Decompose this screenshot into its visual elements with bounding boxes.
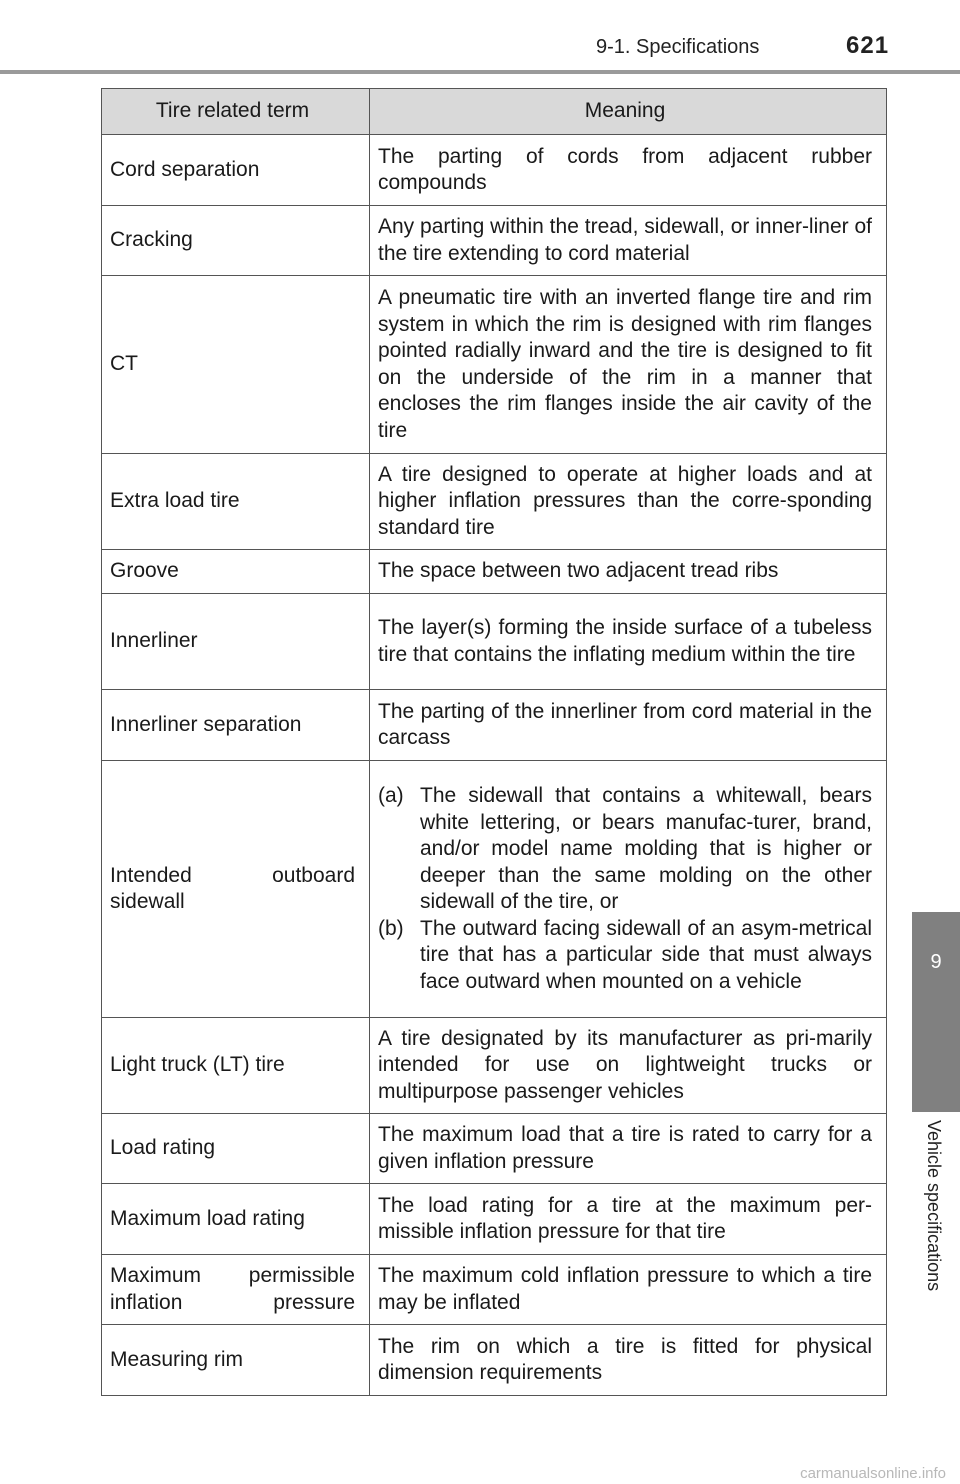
section-title: 9-1. Specifications	[596, 36, 760, 58]
table-row	[102, 135, 887, 206]
table-row	[102, 1114, 887, 1184]
table-row	[102, 206, 887, 276]
table-row	[102, 690, 887, 761]
list-marker: (a)	[378, 784, 404, 807]
chapter-label: Vehicle specifications	[924, 1120, 944, 1292]
term-cell: Measuring rim	[102, 1325, 370, 1396]
column-header-meaning: Meaning	[370, 89, 887, 135]
table-row	[102, 276, 887, 454]
meaning-cell: A tire designated by its manufacturer as pri-marily intended for use on lightweight trucks or multipurpose passenger vehicles	[370, 1018, 887, 1114]
term-cell: Cracking	[102, 206, 370, 276]
term-cell: CT	[102, 276, 370, 454]
page-number: 621	[846, 32, 890, 59]
meaning-cell	[370, 761, 887, 1018]
term-cell: Innerliner	[102, 594, 370, 690]
meaning-cell: A pneumatic tire with an inverted flange tire and rim system in which the rim is designed with rim flanges pointed radially inward and the tire is designed to fit on the underside of the rim in a manner that encloses the rim flanges inside the air cavity of the tire	[370, 276, 887, 454]
table-row	[102, 1325, 887, 1396]
meaning-cell: The layer(s) forming the inside surface of a tubeless tire that contains the inflating medium within the tire	[370, 594, 887, 690]
tire-terms-table	[101, 88, 887, 1396]
table-row	[102, 550, 887, 594]
table-row	[102, 594, 887, 690]
site-watermark: carmanualsonline.info	[800, 1465, 946, 1482]
table-row	[102, 1018, 887, 1114]
term-cell: Innerliner separation	[102, 690, 370, 761]
meaning-cell: The maximum cold inflation pressure to which a tire may be inflated	[370, 1255, 887, 1325]
term-cell: Load rating	[102, 1114, 370, 1184]
table-header-row	[102, 89, 887, 135]
meaning-cell: The parting of cords from adjacent rubber compounds	[370, 135, 887, 206]
meaning-cell: The maximum load that a tire is rated to carry for a given inflation pressure	[370, 1114, 887, 1184]
term-cell: Groove	[102, 550, 370, 594]
term-cell: Maximum permissible inflation pressure	[102, 1255, 370, 1325]
meaning-cell: Any parting within the tread, sidewall, or inner-liner of the tire extending to cord material	[370, 206, 887, 276]
meaning-cell: The parting of the innerliner from cord material in the carcass	[370, 690, 887, 761]
meaning-list-item	[378, 783, 872, 916]
term-cell: Intended outboard sidewall	[102, 761, 370, 1018]
list-marker: (b)	[378, 916, 404, 940]
meaning-cell: The space between two adjacent tread ribs	[370, 550, 887, 594]
table-row	[102, 761, 887, 1018]
meaning-cell: A tire designed to operate at higher loads and at higher inflation pressures than the corre-sponding standard tire	[370, 454, 887, 550]
chapter-tab: 9	[912, 912, 960, 1112]
list-text: The outward facing sidewall of an asym-metrical tire that has a particular side that must always face outward when mounted on a vehicle	[420, 916, 872, 993]
meaning-cell: The load rating for a tire at the maximum per-missible inflation pressure for that tire	[370, 1184, 887, 1255]
meaning-cell: The rim on which a tire is fitted for physical dimension requirements	[370, 1325, 887, 1396]
term-cell: Cord separation	[102, 135, 370, 206]
term-cell: Light truck (LT) tire	[102, 1018, 370, 1114]
list-text: The sidewall that contains a whitewall, bears white lettering, or bears manufac-turer, brand, and/or model name molding that is higher or deeper than the same molding on the other sidewall of the tire, or	[420, 784, 872, 913]
table-row	[102, 1184, 887, 1255]
term-cell: Maximum load rating	[102, 1184, 370, 1255]
table-row	[102, 454, 887, 550]
header-divider	[0, 70, 960, 74]
term-cell: Extra load tire	[102, 454, 370, 550]
column-header-term: Tire related term	[102, 89, 370, 135]
table-row	[102, 1255, 887, 1325]
meaning-list-item	[378, 916, 872, 996]
